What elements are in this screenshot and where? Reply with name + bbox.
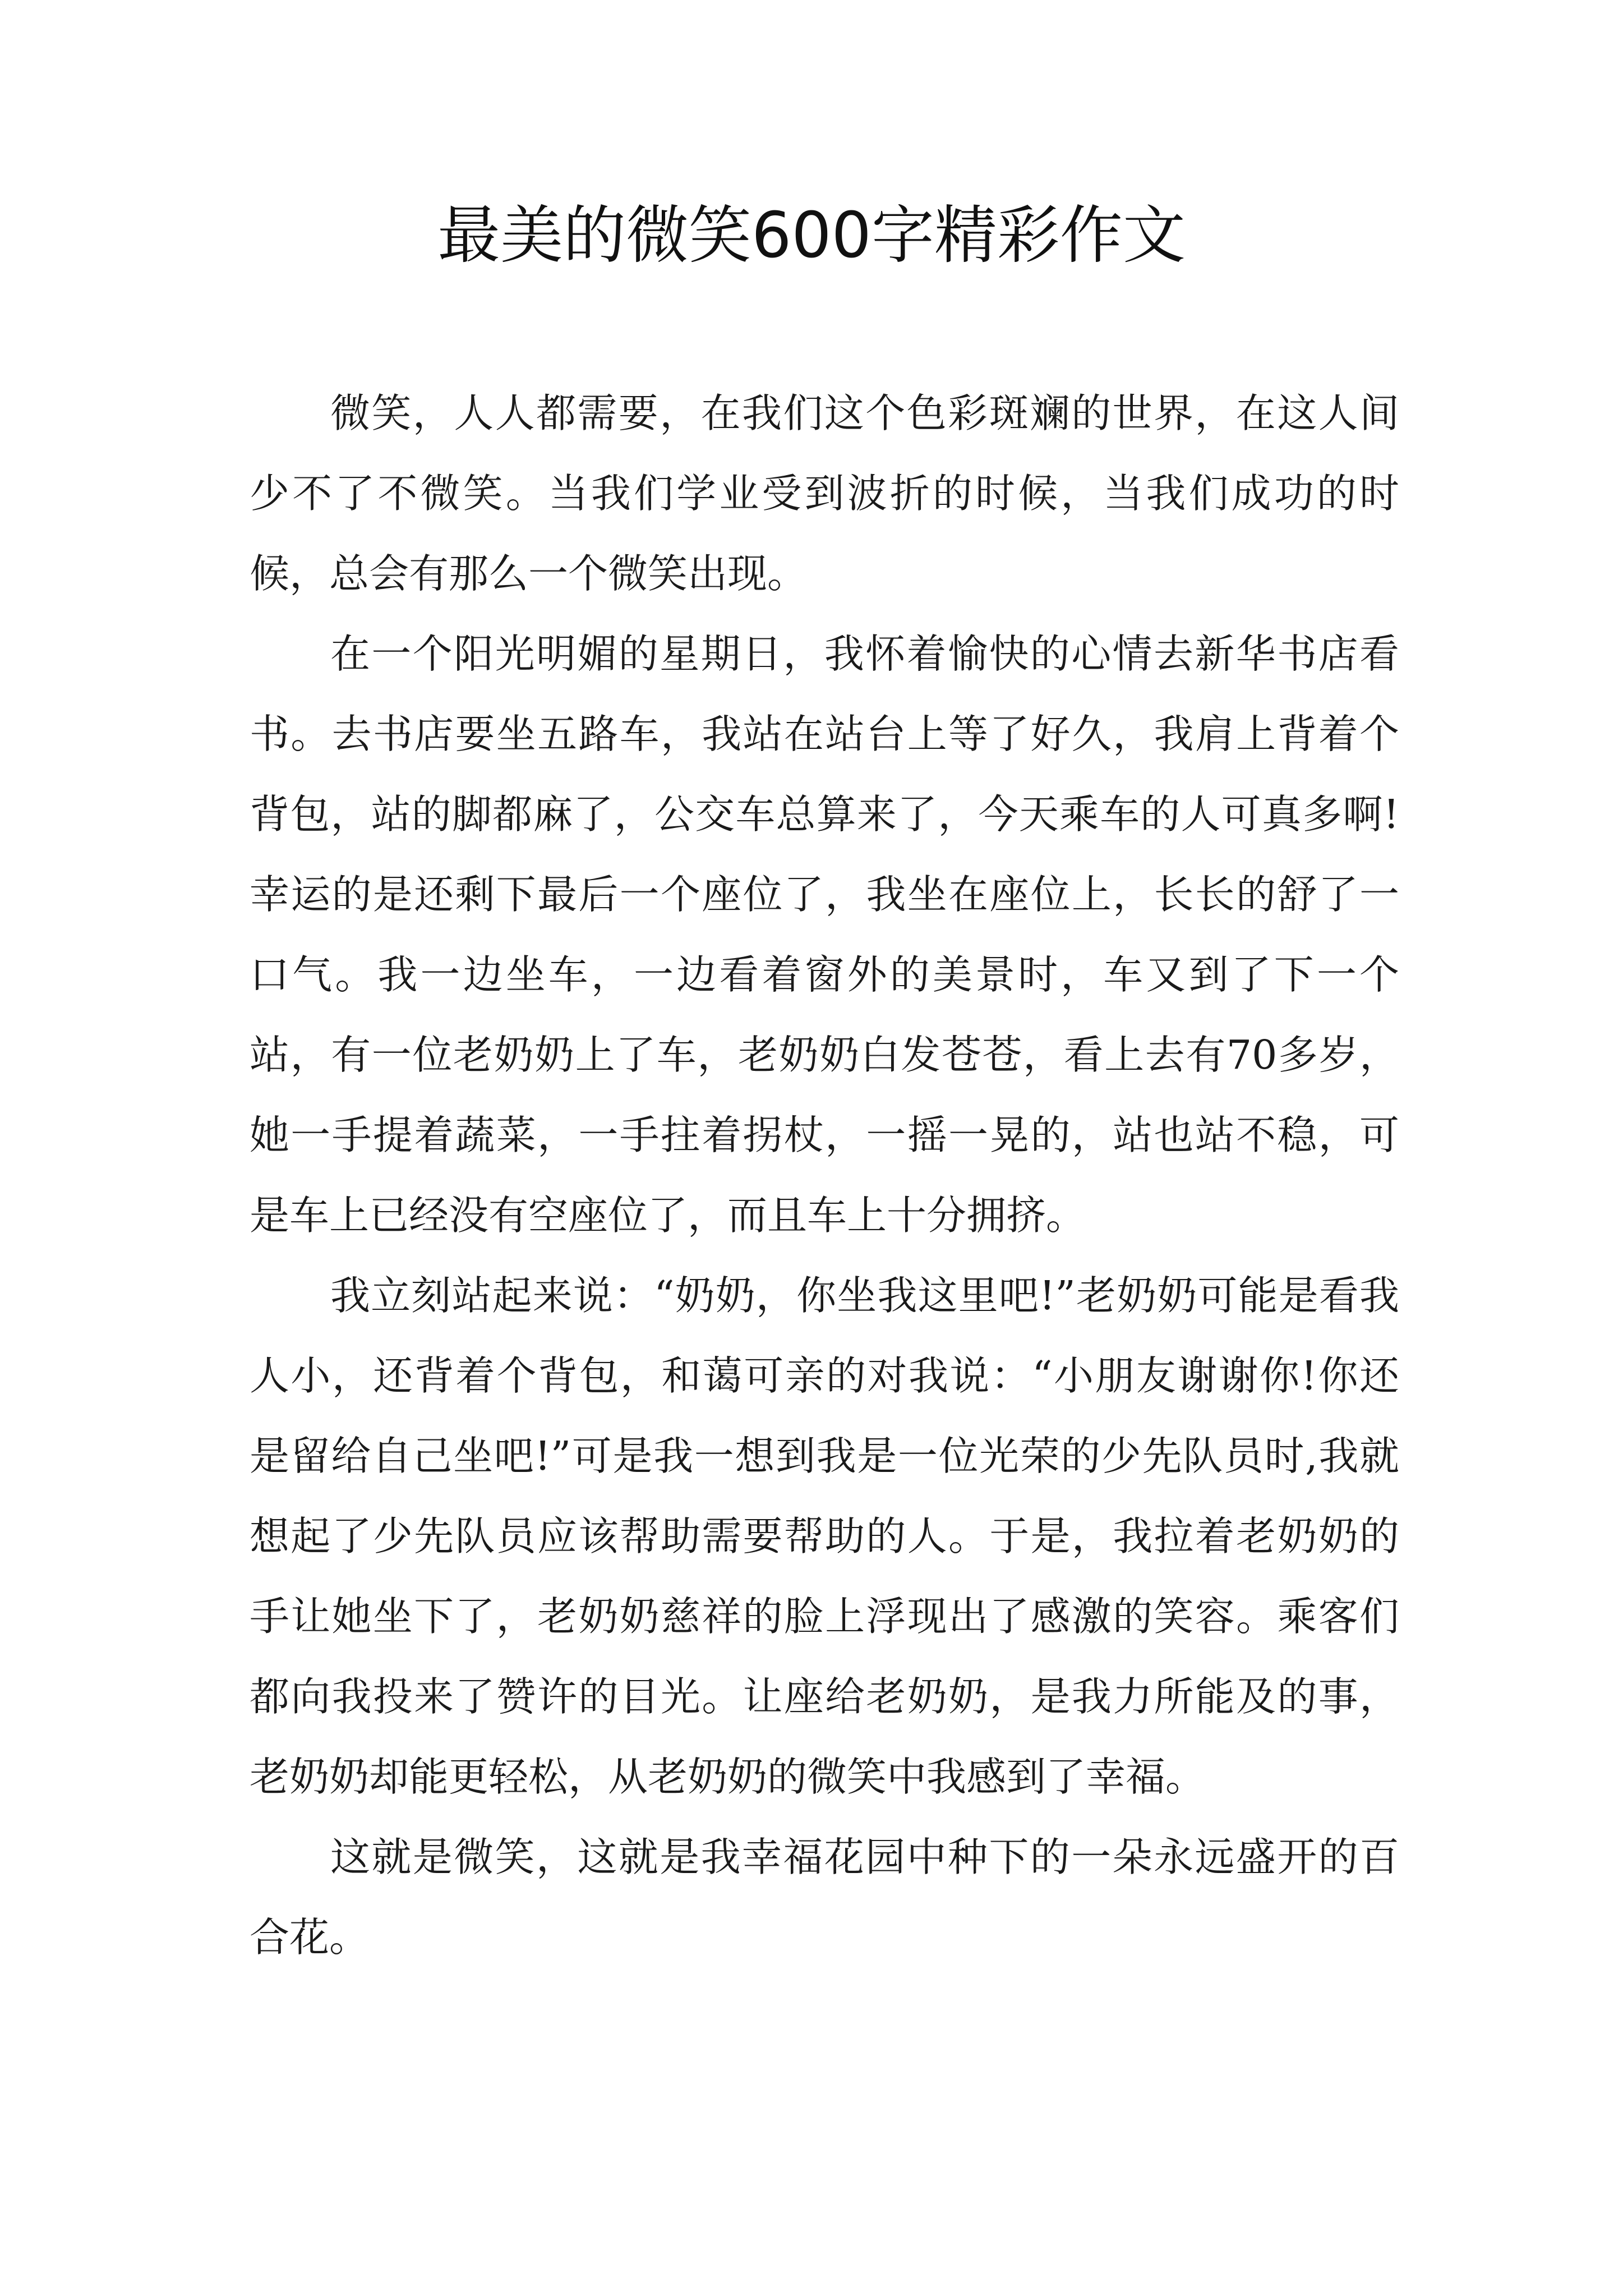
paragraph-2: 在一个阳光明媚的星期日，我怀着愉快的心情去新华书店看书。去书店要坐五路车，我站在站台上等了好久，我肩上背着个背包，站的脚都麻了，公交车总算来了，今天乘车的人可真多啊!幸运的是还剩下最后一个座位了，我坐在座位上，长长的舒了一口气。我一边坐车，一边看着窗外的美景时，车又到了下一个站，有一位老奶奶上了车，老奶奶白发苍苍，看上去有70多岁，她一手提着蔬菜，一手拄着拐杖，一摇一晃的，站也站不稳，可是车上已经没有空座位了，而且车上十分拥挤。 xyxy=(250,631,1399,1239)
paragraph-3: 我立刻站起来说：“奶奶，你坐我这里吧!”老奶奶可能是看我人小，还背着个背包，和蔼可亲的对我说：“小朋友谢谢你!你还是留给自己坐吧!”可是我一想到我是一位光荣的少先队员时,我就想起了少先队员应该帮助需要帮助的人。于是，我拉着老奶奶的手让她坐下了，老奶奶慈祥的脸上浮现出了感激的笑容。乘客们都向我投来了赞许的目光。让座给老奶奶，是我力所能及的事，老奶奶却能更轻松，从老奶奶的微笑中我感到了幸福。 xyxy=(250,1272,1399,1800)
page-title: 最美的微笑600字精彩作文 xyxy=(437,199,1186,272)
paragraph-1: 微笑，人人都需要，在我们这个色彩斑斓的世界，在这人间少不了不微笑。当我们学业受到波折的时候，当我们成功的时候，总会有那么一个微笑出现。 xyxy=(250,390,1399,597)
paragraph-4: 这就是微笑，这就是我幸福花园中种下的一朵永远盛开的百合花。 xyxy=(250,1834,1399,1961)
essay-body xyxy=(250,373,1399,1977)
